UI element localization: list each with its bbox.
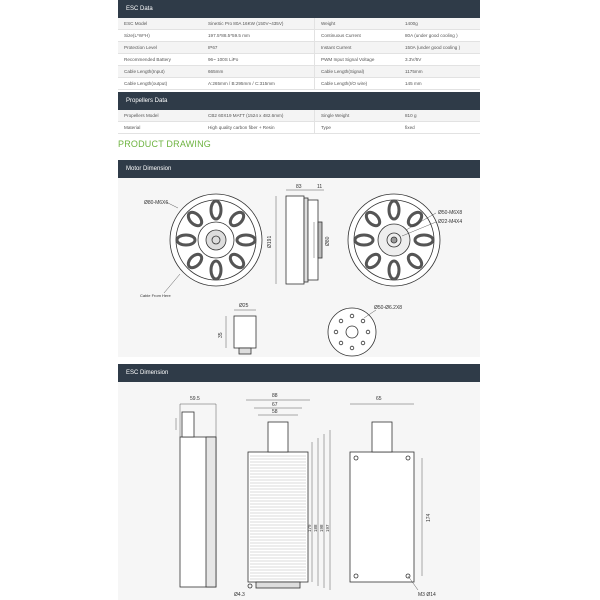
- spec-label: Cable Length(output): [118, 78, 202, 90]
- flange-holes-label: Ø50-Ø6.2X8: [374, 305, 403, 311]
- esc-right-height-label: 174: [426, 513, 432, 522]
- shaft-detail: [226, 310, 256, 354]
- spec-label: Size(L*W*H): [118, 30, 202, 42]
- propellers-data-row: [118, 110, 480, 122]
- esc-data-row: [118, 42, 480, 54]
- propellers-data-table: [118, 110, 480, 134]
- spec-label: Propellers Model: [118, 110, 202, 122]
- spec-value: 1400g: [399, 18, 480, 30]
- spec-value: 150A (under good cooling ): [399, 42, 480, 54]
- front-holes-label: Ø80-M6X6: [144, 200, 169, 206]
- esc-mid-width-2: 67: [272, 402, 278, 408]
- spec-label: Weight: [315, 18, 400, 30]
- esc-dimension-panel: [118, 364, 480, 600]
- spec-value: A:265mm / B:295mm / C:315mm: [202, 78, 315, 90]
- spec-label: Material: [118, 122, 202, 134]
- propellers-data-header: Propellers Data: [118, 92, 480, 110]
- spec-value: 810 g: [399, 110, 480, 122]
- spec-value: CB2 60X19 MATT (1524 x 482.6mm): [202, 110, 315, 122]
- side-shaft-label: Ø80: [325, 236, 331, 246]
- spec-label: Cable Length(Signal): [315, 66, 400, 78]
- esc-data-row: [118, 66, 480, 78]
- spec-label: ESC Model: [118, 18, 202, 30]
- esc-hole-label: Ø4.3: [234, 592, 245, 598]
- motor-drawing: [118, 178, 480, 357]
- shaft-length-label: 35: [218, 332, 224, 338]
- spec-label: Continuous Current: [315, 30, 400, 42]
- esc-front-view: [246, 400, 330, 590]
- spec-value: IP67: [202, 42, 315, 54]
- spec-label: Single Weight: [315, 110, 400, 122]
- propellers-data-row: [118, 122, 480, 134]
- esc-height-2: 188: [313, 524, 318, 532]
- spec-label: Type: [315, 122, 400, 134]
- esc-data-row: [118, 54, 480, 66]
- esc-back-view: [350, 404, 422, 590]
- esc-mid-width-1: 88: [272, 393, 278, 399]
- motor-back-view: [348, 194, 440, 286]
- esc-height-4: 197: [325, 524, 330, 532]
- spec-value: 3.3V/5V: [399, 54, 480, 66]
- spec-label: Cable Length(I/O wire): [315, 78, 400, 90]
- esc-mid-width-3: 58: [272, 409, 278, 415]
- esc-data-row: [118, 30, 480, 42]
- esc-left-width-label: 59.5: [190, 396, 200, 402]
- esc-data-row: [118, 18, 480, 30]
- back-holes-label-1: Ø50-M6X8: [438, 210, 463, 216]
- shaft-diameter-label: Ø25: [239, 303, 249, 309]
- spec-label: PWM Input Signal Voltage: [315, 54, 400, 66]
- motor-dimension-panel: [118, 160, 480, 357]
- esc-data-table: [118, 18, 480, 90]
- spec-value: High quality carbon fiber + Resin: [202, 122, 315, 134]
- spec-value: fixed: [399, 122, 480, 134]
- spec-value: 197.5*88.5*59.5 mm: [202, 30, 315, 42]
- esc-height-1: 179: [307, 524, 312, 532]
- esc-height-3: 198: [319, 524, 324, 532]
- spec-value: SineSic Pro 80A 16KW (150V~435V): [202, 18, 315, 30]
- motor-front-view: [164, 194, 262, 293]
- esc-data-row: [118, 78, 480, 90]
- side-small-label: 11: [317, 184, 323, 190]
- product-drawing-title: PRODUCT DRAWING: [118, 139, 211, 149]
- spec-label: Instant Current: [315, 42, 400, 54]
- spec-label: Protection Level: [118, 42, 202, 54]
- spec-value: 1175mm: [399, 66, 480, 78]
- esc-drawing: [118, 382, 480, 600]
- motor-dimension-header: Motor Dimension: [118, 160, 480, 178]
- spec-value: 145 mm: [399, 78, 480, 90]
- spec-value: 96~ 100S LiPo: [202, 54, 315, 66]
- esc-screw-label: M3 Ø14: [418, 592, 436, 598]
- back-holes-label-2: Ø22-M4X4: [438, 219, 463, 225]
- spec-label: Cable Length(Input): [118, 66, 202, 78]
- flange-view: [328, 308, 376, 356]
- side-width-label: 83: [296, 184, 302, 190]
- spec-label: Recommended Battery: [118, 54, 202, 66]
- spec-value: 80A (under good cooling ): [399, 30, 480, 42]
- side-diameter-label: Ø191: [267, 235, 273, 248]
- esc-side-view: [176, 404, 216, 587]
- esc-right-width-label: 65: [376, 396, 382, 402]
- esc-dimension-header: ESC Dimension: [118, 364, 480, 382]
- esc-data-header: ESC Data: [118, 0, 480, 18]
- spec-value: 665mm: [202, 66, 315, 78]
- motor-side-view: [276, 190, 324, 284]
- cable-label: Cable From Here: [140, 293, 171, 298]
